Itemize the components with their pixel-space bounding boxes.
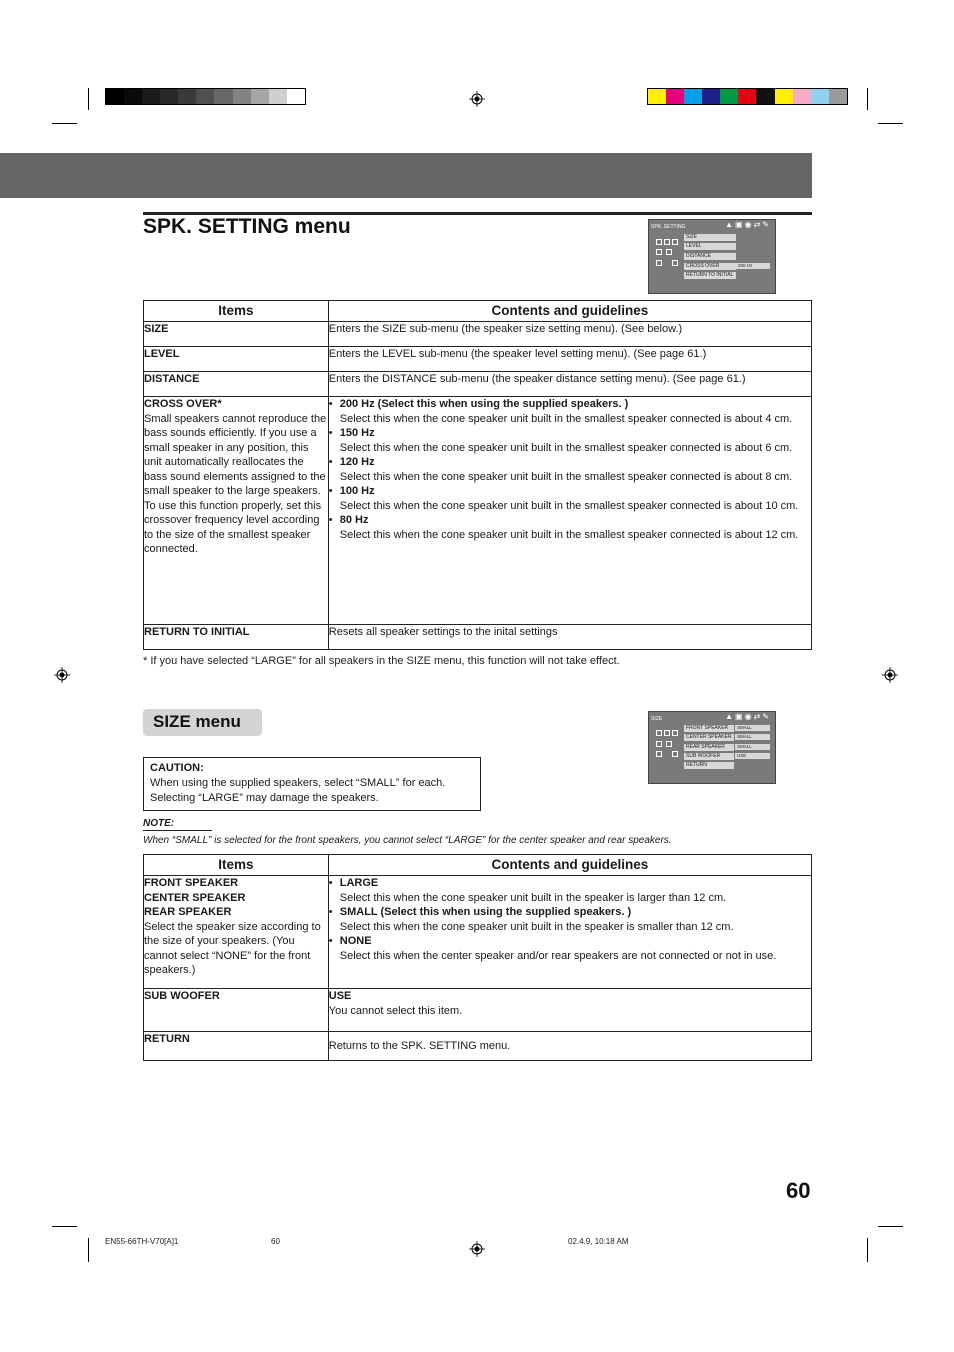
content-crossover-cell xyxy=(328,397,811,625)
page-number: 60 xyxy=(786,1178,811,1203)
registration-mark-icon xyxy=(882,667,898,683)
color-swatch xyxy=(775,89,793,104)
speakers-description: Select the speaker size according to the size of your speakers. (You cannot select “NONE” for the front speakers.) xyxy=(144,920,321,976)
list-item: • 100 Hz xyxy=(328,485,375,497)
note-underline xyxy=(143,830,212,831)
option-text: Select this when the cone speaker unit built in the smallest speaker connected is about 4 cm. xyxy=(339,412,793,425)
caution-box xyxy=(143,757,481,811)
option-text: Select this when the center speaker and/or rear speakers are not connected or not in use. xyxy=(339,949,777,962)
list-item: • 150 Hz xyxy=(328,427,375,439)
crop-mark xyxy=(88,88,89,110)
item-return-to-initial: RETURN TO INITIAL xyxy=(144,625,329,650)
color-swatch xyxy=(233,89,251,104)
page-title: SPK. SETTING menu xyxy=(143,215,351,238)
content-size: Enters the SIZE sub-menu (the speaker size setting menu). (See below.) xyxy=(328,322,811,347)
osd-row: RETURN xyxy=(684,762,734,769)
crop-mark xyxy=(878,1226,903,1227)
osd-value: SMALL xyxy=(735,744,770,750)
osd-row: RETURN TO INITIAL xyxy=(684,272,736,279)
speaker-square-icon xyxy=(666,741,672,747)
sub-woofer-option: USE xyxy=(328,990,352,1002)
gray-color-bar xyxy=(105,88,306,105)
option-text: Select this when the cone speaker unit built in the smallest speaker connected is about 8 cm. xyxy=(339,470,793,483)
speaker-square-icon xyxy=(664,730,670,736)
speaker-square-icon xyxy=(656,751,662,757)
registration-mark-icon xyxy=(54,667,70,683)
osd-row: SIZE xyxy=(684,234,736,241)
color-swatch xyxy=(178,89,196,104)
registration-mark-icon xyxy=(469,1241,485,1257)
color-swatch xyxy=(124,89,142,104)
caution-label: CAUTION: xyxy=(150,762,204,774)
color-swatch xyxy=(214,89,232,104)
crop-mark xyxy=(52,123,77,124)
color-swatch xyxy=(738,89,756,104)
color-swatch xyxy=(160,89,178,104)
size-table xyxy=(143,854,812,1061)
color-swatch xyxy=(702,89,720,104)
osd-menu-icons: ▲▣◉⇄✎ xyxy=(725,712,771,721)
item-speakers-cell xyxy=(144,876,329,989)
list-item: • LARGE xyxy=(328,877,379,889)
header-band xyxy=(0,153,812,198)
color-swatch xyxy=(793,89,811,104)
item-sub-woofer: SUB WOOFER xyxy=(144,989,329,1032)
header-contents: Contents and guidelines xyxy=(328,855,811,876)
option-text: Select this when the cone speaker unit built in the smallest speaker connected is about 6 cm. xyxy=(339,441,793,454)
crossover-description: Small speakers cannot reproduce the bass sounds efficiently. If you use a small speaker in any position, this unit automatically reallocates the bass sound elements assigned to the small speaker to the large speakers. To use this function properly, set this crossover frequency level according to the size of the smallest speaker connected. xyxy=(144,412,327,555)
item-rear-speaker: REAR SPEAKER xyxy=(144,906,232,918)
footnote: * If you have selected “LARGE” for all speakers in the SIZE menu, this function will not take effect. xyxy=(143,655,620,667)
item-size: SIZE xyxy=(144,322,329,347)
list-item: • NONE xyxy=(328,935,372,947)
speaker-square-icon xyxy=(656,741,662,747)
list-item: • 80 Hz xyxy=(328,514,369,526)
size-menu-heading-box xyxy=(143,709,262,736)
spk-setting-table xyxy=(143,300,812,650)
osd-size-screen xyxy=(648,711,776,784)
osd-row: LEVEL xyxy=(684,243,736,250)
note-label: NOTE: xyxy=(143,818,175,829)
option-text: Select this when the cone speaker unit built in the smallest speaker connected is about 12 cm. xyxy=(339,528,799,541)
color-swatch xyxy=(251,89,269,104)
osd-title: SIZE xyxy=(651,716,663,722)
crop-mark xyxy=(878,123,903,124)
item-crossover: CROSS OVER* xyxy=(144,398,222,410)
size-menu-heading: SIZE menu xyxy=(153,712,241,731)
note-text: When “SMALL” is selected for the front speakers, you cannot select “LARGE” for the center speaker and rear speakers. xyxy=(143,835,672,846)
list-item: • 200 Hz (Select this when using the supplied speakers. ) xyxy=(328,398,629,410)
footer-code: EN55-66TH-V70[A]1 xyxy=(105,1237,179,1246)
osd-row: DISTANCE xyxy=(684,253,736,260)
header-contents: Contents and guidelines xyxy=(328,301,811,322)
speaker-square-icon xyxy=(672,239,678,245)
osd-menu-icons: ▲▣◉⇄✎ xyxy=(725,220,771,229)
speaker-square-icon xyxy=(656,730,662,736)
content-level: Enters the LEVEL sub-menu (the speaker level setting menu). (See page 61.) xyxy=(328,347,811,372)
content-return: Returns to the SPK. SETTING menu. xyxy=(328,1032,811,1061)
content-speakers-cell xyxy=(328,876,811,989)
item-level: LEVEL xyxy=(144,347,329,372)
footer-timestamp: 02.4.9, 10:18 AM xyxy=(568,1237,629,1246)
speaker-square-icon xyxy=(656,260,662,266)
content-distance: Enters the DISTANCE sub-menu (the speaker distance setting menu). (See page 61.) xyxy=(328,372,811,397)
speaker-square-icon xyxy=(672,260,678,266)
color-swatch xyxy=(720,89,738,104)
color-bar xyxy=(647,88,848,105)
osd-row: REAR SPEAKER xyxy=(684,744,734,751)
osd-row: CROSS OVER xyxy=(684,263,736,270)
color-swatch xyxy=(684,89,702,104)
speaker-square-icon xyxy=(656,239,662,245)
osd-value: SMALL xyxy=(735,734,770,740)
crop-mark xyxy=(88,1238,89,1262)
color-swatch xyxy=(269,89,287,104)
item-return: RETURN xyxy=(144,1032,329,1061)
speaker-square-icon xyxy=(664,239,670,245)
color-swatch xyxy=(756,89,774,104)
color-swatch xyxy=(666,89,684,104)
color-swatch xyxy=(106,89,124,104)
color-swatch xyxy=(811,89,829,104)
item-crossover-cell xyxy=(144,397,329,625)
header-items: Items xyxy=(144,301,329,322)
caution-text: When using the supplied speakers, select “SMALL” for each. Selecting “LARGE” may damage the speakers. xyxy=(150,777,446,804)
speaker-square-icon xyxy=(656,249,662,255)
item-front-speaker: FRONT SPEAKER xyxy=(144,877,239,889)
osd-row: CENTER SPEAKER xyxy=(684,734,734,741)
color-swatch xyxy=(142,89,160,104)
speaker-square-icon xyxy=(672,730,678,736)
color-swatch xyxy=(287,89,305,104)
osd-value: SMALL xyxy=(735,725,770,731)
osd-spk-setting-screen xyxy=(648,219,776,294)
sub-woofer-text: You cannot select this item. xyxy=(328,1004,463,1017)
item-center-speaker: CENTER SPEAKER xyxy=(144,891,246,904)
speaker-square-icon xyxy=(666,249,672,255)
osd-value: USE xyxy=(735,753,770,759)
osd-row: FRONT SPEAKER xyxy=(684,725,734,732)
crop-mark xyxy=(867,88,868,110)
content-return-to-initial: Resets all speaker settings to the inital settings xyxy=(328,625,811,650)
item-distance: DISTANCE xyxy=(144,372,329,397)
registration-mark-icon xyxy=(469,91,485,107)
list-item: • 120 Hz xyxy=(328,456,375,468)
osd-value: 200 Hz xyxy=(736,263,770,269)
osd-row: SUB WOOFER xyxy=(684,753,734,760)
option-text: Select this when the cone speaker unit built in the smallest speaker connected is about 10 cm. xyxy=(339,499,799,512)
crop-mark xyxy=(52,1226,77,1227)
color-swatch xyxy=(196,89,214,104)
color-swatch xyxy=(648,89,666,104)
speaker-square-icon xyxy=(672,751,678,757)
content-sub-woofer-cell xyxy=(328,989,811,1032)
color-swatch xyxy=(829,89,847,104)
header-items: Items xyxy=(144,855,329,876)
option-text: Select this when the cone speaker unit built in the speaker is larger than 12 cm. xyxy=(339,891,727,904)
list-item: • SMALL (Select this when using the supplied speakers. ) xyxy=(328,906,632,918)
osd-title: SPK. SETTING xyxy=(651,224,686,230)
option-text: Select this when the cone speaker unit built in the speaker is smaller than 12 cm. xyxy=(339,920,734,933)
footer-page: 60 xyxy=(271,1237,280,1246)
crop-mark xyxy=(867,1238,868,1262)
